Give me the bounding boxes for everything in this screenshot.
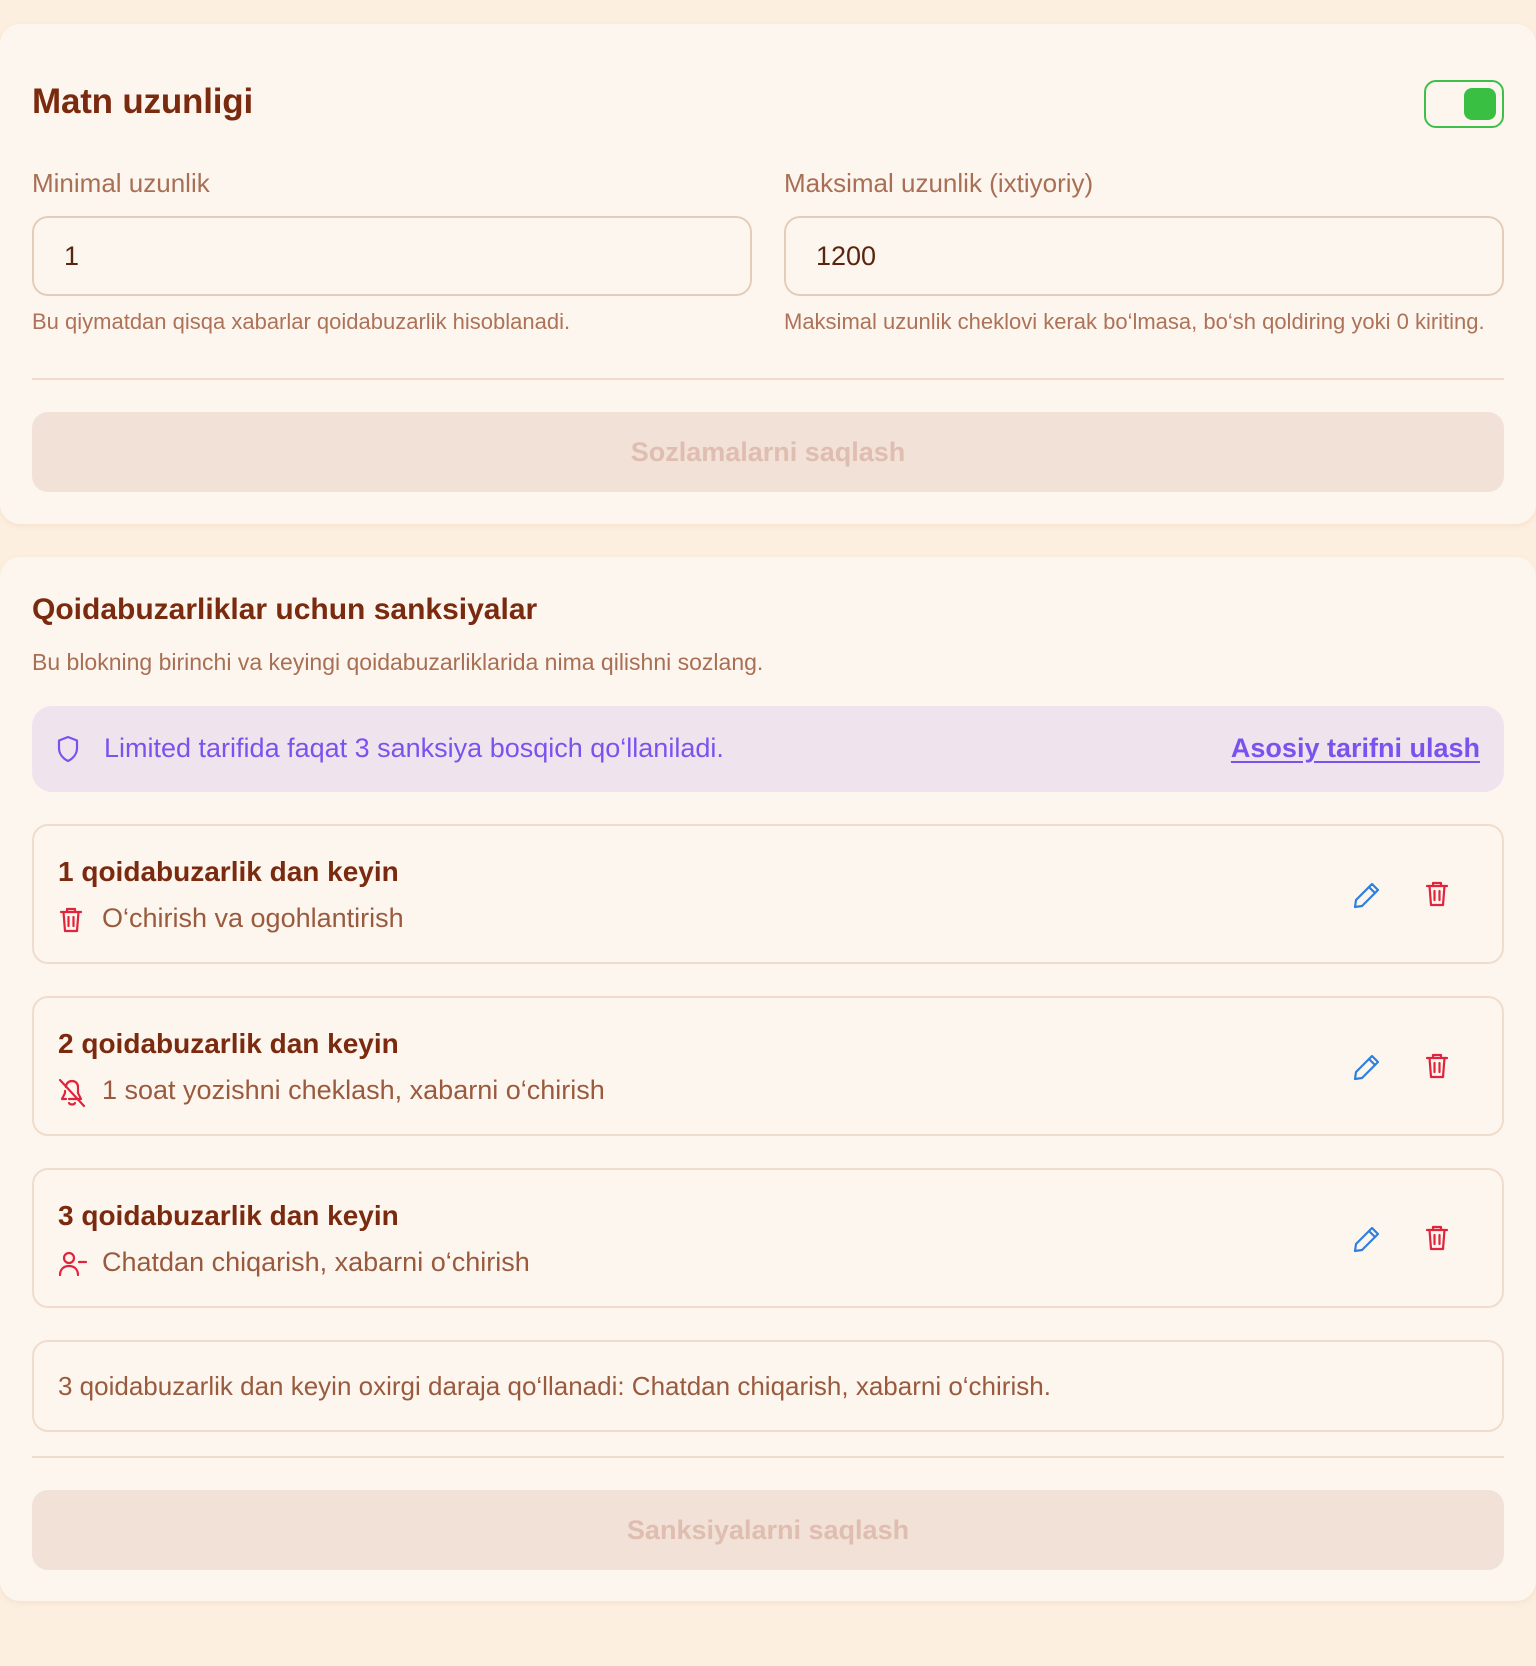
text-length-card [0,24,1536,524]
step-action: O‘chirish va ogohlantirish [102,903,404,933]
delete-step-button[interactable] [1424,1224,1456,1256]
shield-icon [56,735,80,768]
edit-step-button[interactable] [1352,1224,1384,1256]
delete-step-button[interactable] [1424,1052,1456,1084]
sanctions-title: Qoidabuzarliklar uchun sanksiyalar [32,593,538,626]
step-action: Chatdan chiqarish, xabarni o‘chirish [102,1247,530,1277]
sanction-step [32,996,1504,1136]
sanction-step [32,1168,1504,1308]
text-length-title: Matn uzunligi [32,82,253,121]
sanctions-subtitle: Bu blokning birinchi va keyingi qoidabuzarliklarida nima qilishni sozlang. [32,649,764,675]
sanctions-card [0,557,1536,1601]
upgrade-plan-link[interactable]: Asosiy tarifni ulash [1230,733,1480,763]
final-level-note: 3 qoidabuzarlik dan keyin oxirgi daraja qo‘llanadi: Chatdan chiqarish, xabarni o‘chirish. [32,1340,1504,1432]
divider [32,378,1504,380]
step-action: 1 soat yozishni cheklash, xabarni o‘chirish [102,1075,605,1105]
step-title: 2 qoidabuzarlik dan keyin [58,1028,399,1059]
step-title: 1 qoidabuzarlik dan keyin [58,856,399,887]
min-length-input[interactable]: 1 [32,216,752,296]
max-length-input[interactable]: 1200 [784,216,1504,296]
edit-step-button[interactable] [1352,880,1384,912]
divider [32,1456,1504,1458]
min-length-hint: Bu qiymatdan qisqa xabarlar qoidabuzarlik hisoblanadi. [32,309,571,334]
text-length-toggle[interactable] [1424,80,1504,128]
max-length-label: Maksimal uzunlik (ixtiyoriy) [784,168,1094,198]
max-length-hint: Maksimal uzunlik cheklovi kerak bo‘lmasa, bo‘sh qoldiring yoki 0 kiriting. [784,309,1485,334]
sanction-step [32,824,1504,964]
edit-step-button[interactable] [1352,1052,1384,1084]
save-sanctions-button[interactable]: Sanksiyalarni saqlash [32,1490,1504,1570]
trash-icon [58,906,84,939]
plan-limit-message: Limited tarifida faqat 3 sanksiya bosqich qo‘llaniladi. [104,733,724,763]
toggle-knob [1464,88,1496,120]
step-title: 3 qoidabuzarlik dan keyin [58,1200,399,1231]
save-settings-button[interactable]: Sozlamalarni saqlash [32,412,1504,492]
user-minus-icon [58,1250,88,1283]
bell-off-icon [58,1078,86,1113]
delete-step-button[interactable] [1424,880,1456,912]
plan-limit-banner [32,706,1504,792]
min-length-label: Minimal uzunlik [32,168,210,198]
